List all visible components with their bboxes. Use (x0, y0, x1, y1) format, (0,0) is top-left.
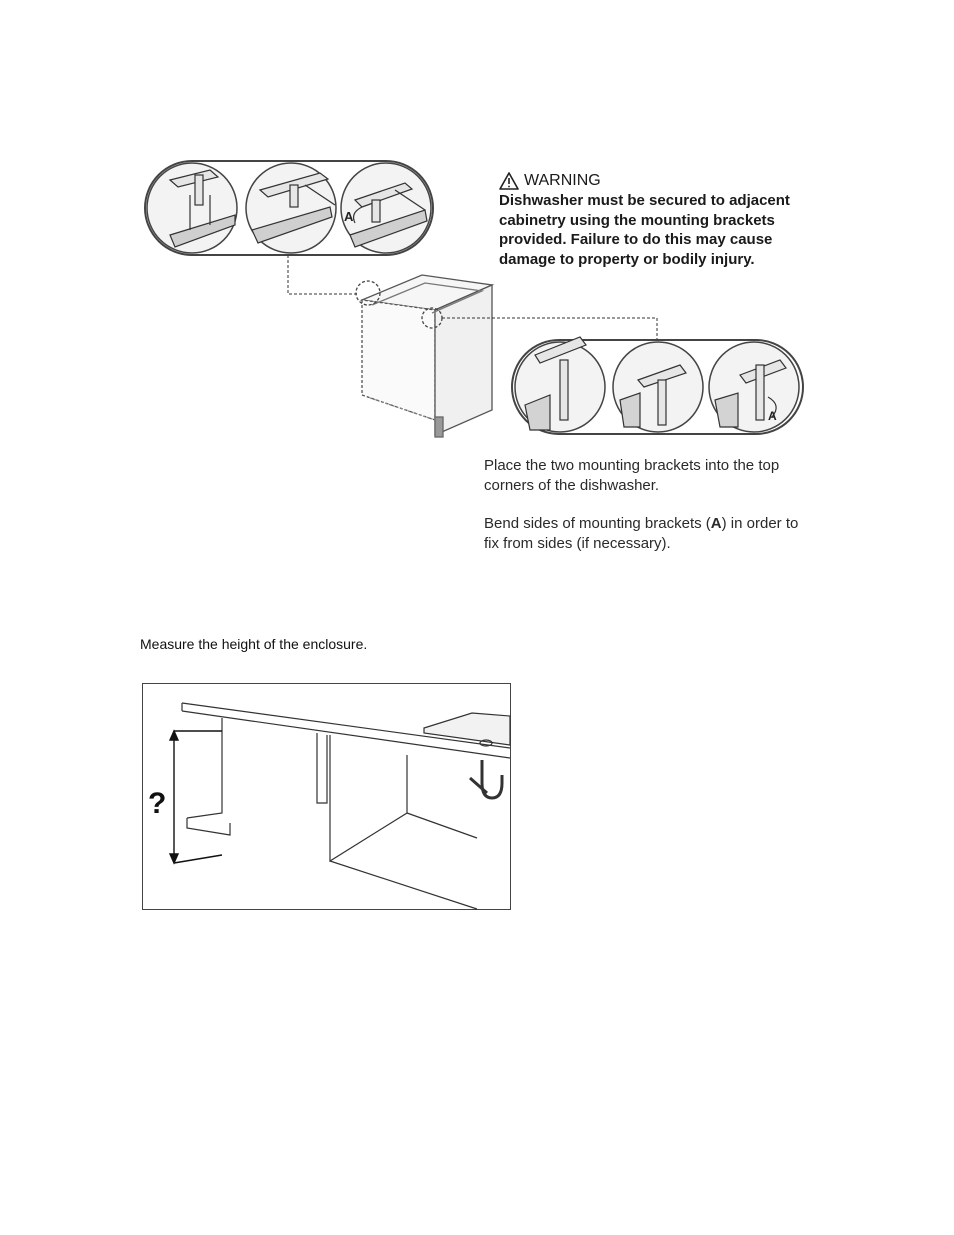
warning-text: Dishwasher must be secured to adjacent cabinetry using the mounting brackets provided. Failure to do this may cause damage to property or bodily injury. (499, 192, 790, 268)
lower-bracket-detail (512, 337, 803, 434)
enclosure-height-illustration (142, 683, 511, 910)
warning-block (499, 171, 829, 269)
step2-bold-a: A (710, 515, 722, 532)
dishwasher-illustration (356, 275, 492, 437)
callout-a-lower: A (768, 409, 777, 423)
measure-instruction: Measure the height of the enclosure. (140, 636, 368, 652)
instruction-step-1: Place the two mounting brackets into the top corners of the dishwasher. (484, 457, 780, 494)
warning-title: WARNING (524, 172, 601, 189)
warning-triangle-icon (499, 172, 519, 190)
upper-bracket-detail (145, 161, 433, 255)
callout-a-upper: A (344, 209, 354, 224)
step2-prefix: Bend sides of mounting brackets ( (484, 515, 711, 532)
instruction-step-2 (484, 514, 814, 553)
step2-suffix: ) in order to fix from sides (if necessary). (484, 515, 799, 552)
warning-heading (499, 171, 829, 191)
height-question-mark: ? (148, 787, 167, 820)
